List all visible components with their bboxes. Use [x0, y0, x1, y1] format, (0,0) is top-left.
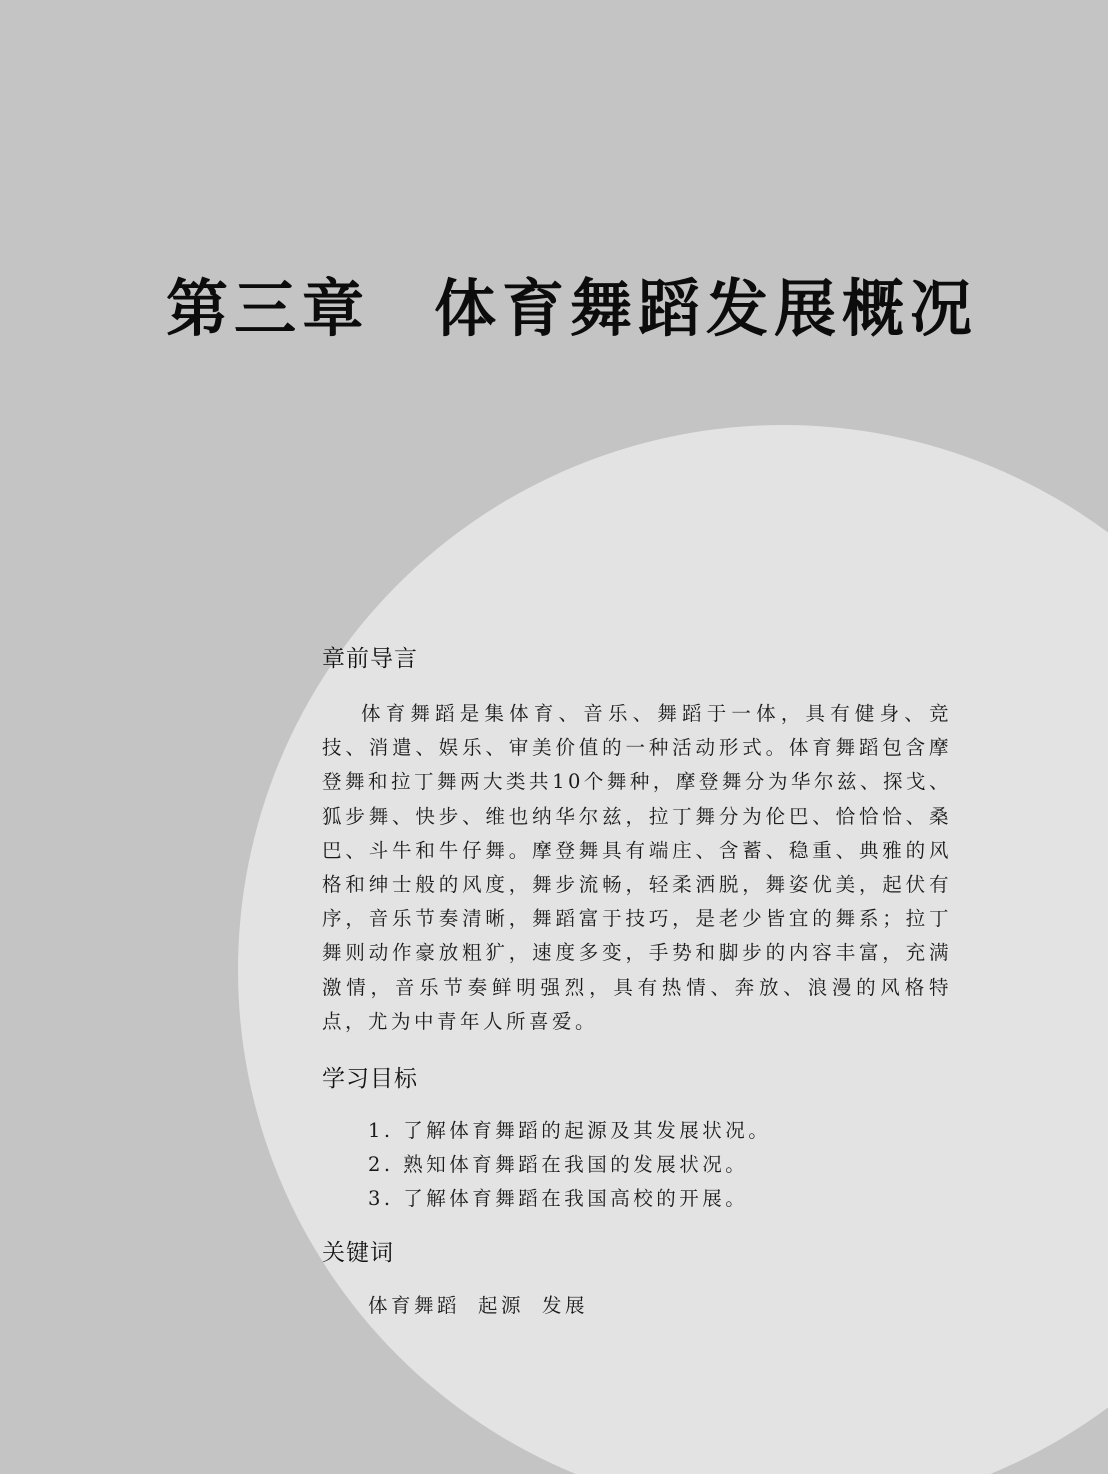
chapter-name: 体育舞蹈发展概况	[434, 272, 979, 345]
learning-goal-item: 3. 了解体育舞蹈在我国高校的开展。	[368, 1187, 749, 1210]
learning-goal-item: 2. 熟知体育舞蹈在我国的发展状况。	[368, 1153, 749, 1176]
learning-goals-list	[368, 1114, 771, 1216]
keyword-item: 发展	[542, 1294, 589, 1317]
learning-goals-heading: 学习目标	[322, 1066, 418, 1092]
intro-paragraph: 体育舞蹈是集体育、音乐、舞蹈于一体，具有健身、竞技、消遣、娱乐、审美价值的一种活动形式。体育舞蹈包含摩登舞和拉丁舞两大类共10个舞种，摩登舞分为华尔兹、探戈、狐步舞、快步、维也纳华尔兹，拉丁舞分为伦巴、恰恰恰、桑巴、斗牛和牛仔舞。摩登舞具有端庄、含蓄、稳重、典雅的风格和绅士般的风度，舞步流畅，轻柔洒脱，舞姿优美，起伏有序，音乐节奏清晰，舞蹈富于技巧，是老少皆宜的舞系；拉丁舞则动作豪放粗犷，速度多变，手势和脚步的内容丰富，充满激情，音乐节奏鲜明强烈，具有热情、奔放、浪漫的风格特点，尤为中青年人所喜爱。	[322, 702, 952, 1033]
chapter-number: 第三章	[166, 272, 371, 345]
keywords-heading: 关键词	[322, 1240, 394, 1266]
keyword-item: 起源	[478, 1294, 525, 1317]
learning-goal-item: 1. 了解体育舞蹈的起源及其发展状况。	[368, 1119, 772, 1142]
chapter-title	[166, 268, 1026, 350]
intro-heading: 章前导言	[322, 646, 418, 672]
keywords-list	[368, 1289, 606, 1323]
keyword-item: 体育舞蹈	[368, 1294, 461, 1317]
